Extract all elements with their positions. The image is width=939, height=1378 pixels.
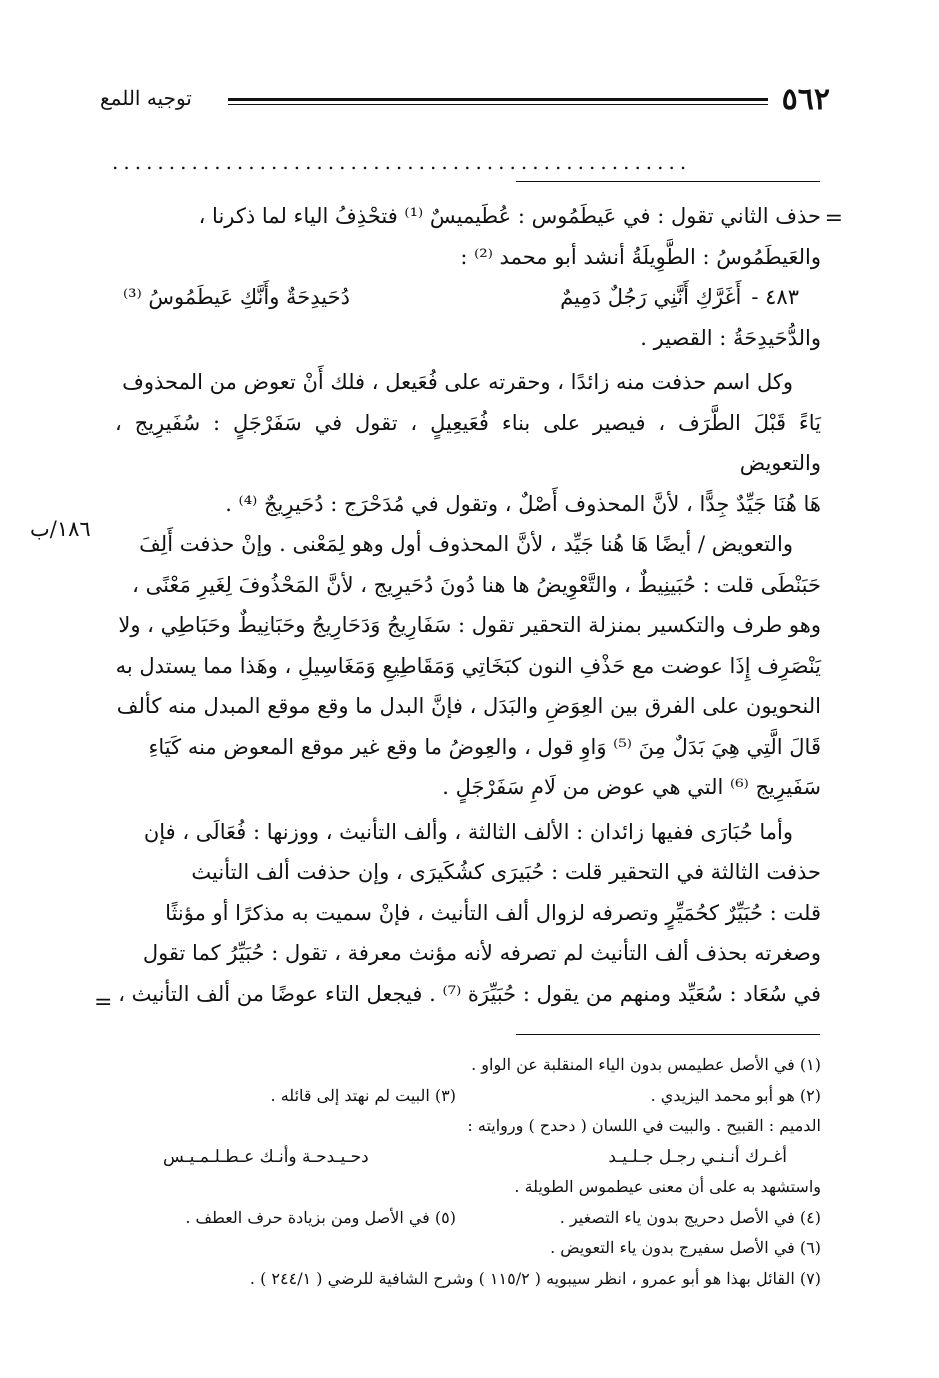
- footnote-5: (٥) في الأصل ومن بزيادة حرف العطف .: [185, 1207, 456, 1227]
- text-line: حَبَنْطَى قلت : حُبَينِيطٌ ، والتَّعْوِيضُ ها هنا دُونَ دُحَيرِيج ، لأنَّ المَحْذُوفَ لِغَيرِ مَعْنًى ،: [132, 572, 821, 597]
- footnote-row-2-3: [115, 1081, 821, 1112]
- text-line: في سُعَاد : سُعَيِّد ومنهم من يقول : حُبَيِّرَة ⁽⁷⁾ . فيجعل التاء عوضًا من ألف التأنيث ،: [118, 981, 821, 1006]
- separator-dots: ...................................................: [112, 150, 692, 174]
- text-line: حذفت الثالثة في التحقير قلت : حُبَيرَى كشُكَيرَى ، وإن حذفت ألف التأنيث: [191, 860, 821, 884]
- page-number: ٥٦٢: [781, 82, 830, 117]
- text-line: وكل اسم حذفت منه زائدًا ، وحقرته على فُعَيعل ، فلك أَنْ تعوض من المحذوف: [122, 370, 793, 394]
- footnote-7: (٧) القائل بهذا هو أبو عمرو ، انظر سيبويه ( ١١٥/٢ ) وشرح الشافية للرضي ( ٢٤٤/١ ) .: [249, 1268, 821, 1288]
- text-line: قلت : حُبَيِّرٌ كحُمَيِّرٍ وتصرفه لزوال ألف التأنيث ، فإنْ سميت به مذكرًا أو مؤنثًا: [165, 900, 821, 925]
- text-line: وهو طرف والتكسير بمنزلة التحقير تقول : سَفَارِيجُ وَدَحَارِيجُ وحَبَانِيطٌ وحَبَاطِي ، ولا: [118, 613, 821, 637]
- text-line: قَالَ الَّتِي هِيَ بَدَلٌ مِنَ ⁽⁵⁾ وَاوِ قول ، والعِوضُ ما وقع غير موقع المعوض منه كَيَاءِ: [148, 734, 821, 759]
- footnote-rule: [516, 1034, 820, 1035]
- footnote-row-4-5: [115, 1203, 821, 1234]
- running-title: توجيه اللمع: [100, 86, 192, 110]
- text-line: حذف الثاني تقول : في عَيطَمُوس : عُطَيميسٌ ⁽¹⁾ فتحْذِفُ الياء لما ذكرنا ،: [198, 204, 821, 228]
- footnote-1: (١) في الأصل عطيمس بدون الياء المنقلبة عن الواو .: [471, 1055, 821, 1074]
- header-rule: [228, 98, 768, 105]
- continuation-mark-top: =: [824, 206, 843, 231]
- text-line: سَفَيرِيج ⁽⁶⁾ التي هي عوض من لَامِ سَفَرْجَلٍ .: [442, 775, 821, 799]
- footnote-verse: [115, 1142, 821, 1173]
- footnote-3-continuation: الدميم : القبيح . والبيت في اللسان ( دحدح ) وروايته :: [467, 1116, 821, 1135]
- verse-number: ٤٨٣ -: [751, 285, 799, 309]
- poetry-verse: [115, 277, 821, 318]
- text-line: والتعويض / أيضًا هَا هُنا جَيِّد ، لأنَّ المحذوف أول وهو لِمَعْنى . وإنْ حذفت أَلِفَ: [139, 532, 793, 556]
- text-line: والعَيطَمُوسُ : الطَّوِيلَةُ أنشد أبو محمد ⁽²⁾ :: [460, 244, 821, 269]
- text-line: وصغرته بحذف ألف التأنيث لم تصرفه لأنه مؤنث معرفة ، تقول : حُبَيِّرُ كما تقول: [142, 941, 821, 965]
- text-line: يَنْصَرِف إِذَا عوضت مع حَذْفِ النون كبَخَاتِي وَمَقَاطِيعِ وَمَغَاسِيلِ ، وهَذا مما يستدل به: [115, 653, 821, 678]
- continuation-mark-bottom: =: [94, 990, 113, 1015]
- text-line: هَا هُنَا جَيِّدٌ جِدًّا ، لأنَّ المحذوف أَصْلٌ ، وتقول في مُدَحْرَج : دُحَيرِيجٌ ⁽⁴⁾ .: [225, 491, 821, 516]
- text-line: يَاءً قَبْلَ الطَّرَف ، فيصير على بناء فُعَيعِيلٍ ، تقول في سَفَرْجَلٍ : سُفَيرِيج ، والتعويض: [115, 410, 821, 475]
- manuscript-folio-ref: ١٨٦/ب: [30, 517, 91, 541]
- footnote-4: (٤) في الأصل دحريج بدون ياء التصغير .: [559, 1207, 821, 1227]
- text-line: وأما حُبَارَى ففيها زائدان : الألف الثالثة ، وألف التأنيث ، ووزنها : فُعَالَى ، فإن: [143, 819, 793, 844]
- footnote-2: (٢) هو أبو محمد اليزيدي .: [650, 1085, 821, 1105]
- footnote-6: (٦) في الأصل سفيرج بدون ياء التعويض .: [550, 1238, 821, 1257]
- top-rule: [516, 181, 820, 182]
- footnote-3: (٣) البيت لم نهتد إلى قائله .: [270, 1085, 456, 1105]
- text-line: والدُّحَيدِحَةُ : القصير .: [640, 325, 821, 350]
- footnote-3-end: واستشهد به على أن معنى عيطموس الطويلة .: [514, 1177, 821, 1196]
- page-header: [100, 82, 830, 122]
- main-text: [115, 196, 821, 1014]
- verse-second-hemistich: دُحَيدِحَةٌ وأَنَّكِ عَيطَمُوسُ ⁽³⁾: [123, 285, 350, 309]
- text-line: النحويون على الفرق بين العِوَضِ والبَدَل ، فإنَّ البدل ما وقع موقع المبدل منه كألف: [116, 694, 821, 718]
- footnote-verse-second: دحـيـدحـة وأنـك عـطـلـمـيـس: [163, 1146, 369, 1167]
- footnotes: [115, 1050, 821, 1294]
- footnote-verse-first: أغـرك أنـنـي رجـل جـلـيـد: [608, 1146, 787, 1167]
- verse-first-hemistich: أَغَرَّكِ أَنَّنِي رَجُلٌ دَمِيمٌ: [560, 285, 742, 309]
